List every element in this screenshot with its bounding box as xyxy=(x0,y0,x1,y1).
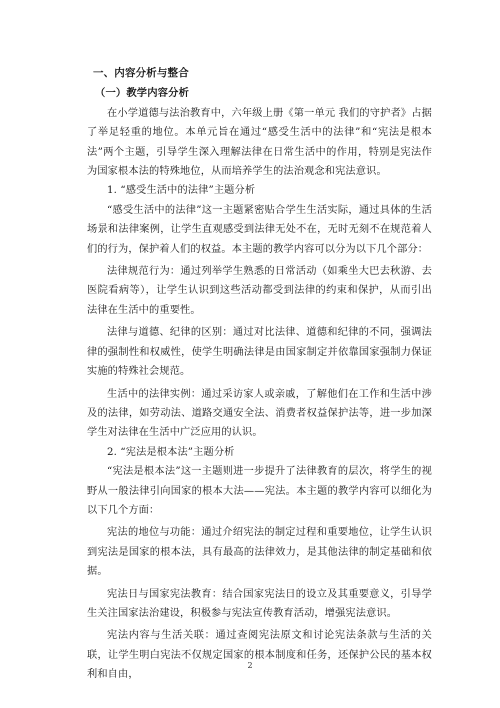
topic-1-item-2: 法律与道德、纪律的区别：通过对比法律、道德和纪律的不同，强调法律的强制性和权威性，使学生明确法律是由国家制定并依靠国家强制力保证实施的特殊社会规范。 xyxy=(87,327,432,378)
page-number: 2 xyxy=(247,661,253,670)
subsection-heading: （一）教学内容分析 xyxy=(95,87,190,100)
topic-1-item-3: 生活中的法律实例：通过采访家人或亲戚，了解他们在工作和生活中涉及的法律，如劳动法、道路交通安全法、消费者权益保护法等，进一步加深学生对法律在生活中广泛应用的认识。 xyxy=(87,388,432,439)
topic-1-item-1: 法律规范行为：通过列举学生熟悉的日常活动（如乘坐大巴去秋游、去医院看病等），让学生认识到这些活动都受到法律的约束和保护，从而引出法律在生活中的重要性。 xyxy=(87,266,432,316)
topic-1-paragraph: “感受生活中的法律”这一主题紧密贴合学生生活实际，通过具体的生活场景和法律案例，让学生直观感受到法律无处不在，无时无刻不在规范着人们的行为，保护着人们的权益。本主题的教学内容可以分为以下几个部分： xyxy=(87,204,432,255)
topic-1-heading: 1. “感受生活中的法律”主题分析 xyxy=(107,185,256,197)
intro-paragraph: 在小学道德与法治教育中，六年级上册《第一单元 我们的守护者》占据了举足轻重的地位。本单元旨在通过“感受生活中的法律”和“宪法是根本法”两个主题，引导学生深入理解法律在日常生活中的作用，特别是宪法作为国家根本法的特殊地位，从而培养学生的法治观念和宪法意识。 xyxy=(87,107,432,178)
document-body xyxy=(87,64,432,685)
section-heading: 一、内容分析与整合 xyxy=(93,67,189,79)
topic-2-heading: 2. “宪法是根本法”主题分析 xyxy=(107,446,235,458)
topic-2-item-1: 宪法的地位与功能：通过介绍宪法的制定过程和重要地位，让学生认识到宪法是国家的根本法，具有最高的法律效力，是其他法律的制定基础和依据。 xyxy=(87,527,432,578)
topic-2-item-3: 宪法内容与生活关联：通过查阅宪法原文和讨论宪法条款与生活的关联，让学生明白宪法不仅规定国家的根本制度和任务，还保护公民的基本权利和自由， xyxy=(87,630,432,681)
topic-2-item-2: 宪法日与国家宪法教育：结合国家宪法日的设立及其重要意义，引导学生关注国家法治建设，积极参与宪法宣传教育活动，增强宪法意识。 xyxy=(87,588,432,619)
topic-2-paragraph: “宪法是根本法”这一主题则进一步提升了法律教育的层次，将学生的视野从一般法律引向国家的根本大法——宪法。本主题的教学内容可以细化为以下几个方面： xyxy=(87,466,432,516)
